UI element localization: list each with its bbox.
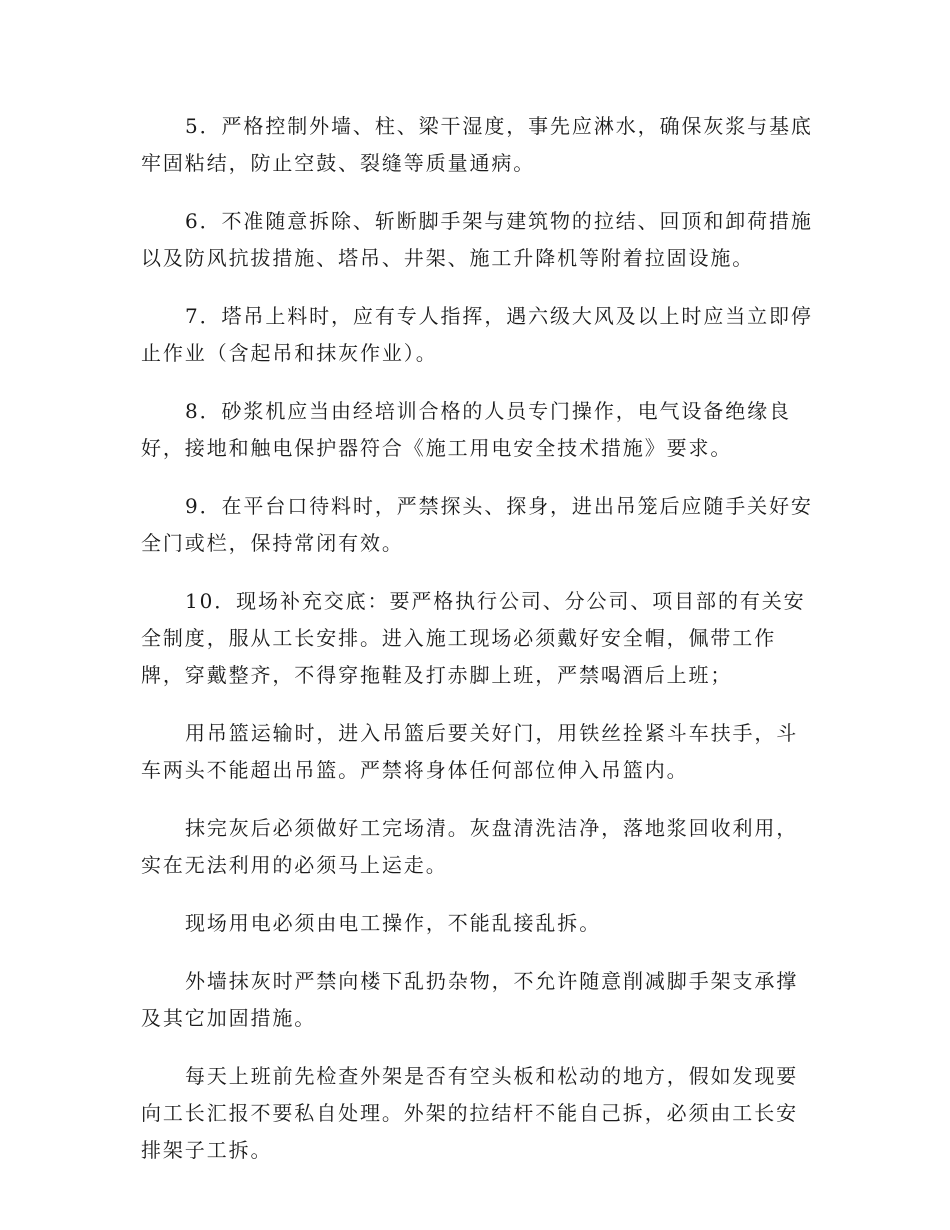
paragraph-item-10 xyxy=(141,583,813,694)
paragraph-site-cleanup xyxy=(141,810,813,884)
paragraph-line: 抹完灰后必须做好工完场清。灰盘清洗洁净，落地浆回收利用， xyxy=(185,816,799,840)
paragraph-line: 向工长汇报不要私自处理。外架的拉结杆不能自己拆，必须由工长安 xyxy=(141,1101,798,1125)
paragraph-exterior-plastering xyxy=(141,963,813,1037)
paragraph-line: 止作业（含起吊和抹灰作业）。 xyxy=(141,341,438,365)
paragraph-line: 用吊篮运输时，进入吊篮后要关好门，用铁丝拴紧斗车扶手，斗 xyxy=(185,721,799,745)
paragraph-electricity xyxy=(141,905,813,942)
paragraph-item-9 xyxy=(141,488,813,562)
paragraph-line: 6．不准随意拆除、斩断脚手架与建筑物的拉结、回顶和卸荷措施 xyxy=(185,209,813,233)
paragraph-line: 9．在平台口待料时，严禁探头、探身，进出吊笼后应随手关好安 xyxy=(185,494,813,518)
paragraph-line: 全门或栏，保持常闭有效。 xyxy=(141,531,404,555)
paragraph-line: 及其它加固措施。 xyxy=(141,1006,317,1030)
paragraph-item-6 xyxy=(141,203,813,277)
document-body xyxy=(141,108,813,1190)
paragraph-item-8 xyxy=(141,393,813,467)
paragraph-line: 8．砂浆机应当由经培训合格的人员专门操作，电气设备绝缘良 xyxy=(185,399,791,423)
paragraph-line: 以及防风抗拔措施、塔吊、井架、施工升降机等附着拉固设施。 xyxy=(141,246,755,270)
paragraph-daily-inspection xyxy=(141,1058,813,1169)
paragraph-basket-transport xyxy=(141,715,813,789)
paragraph-line: 全制度，服从工长安排。进入施工现场必须戴好安全帽，佩带工作 xyxy=(141,626,777,650)
paragraph-line: 车两头不能超出吊篮。严禁将身体任何部位伸入吊篮内。 xyxy=(141,758,689,782)
paragraph-item-5 xyxy=(141,108,813,182)
paragraph-line: 牌，穿戴整齐，不得穿拖鞋及打赤脚上班，严禁喝酒后上班； xyxy=(141,663,733,687)
paragraph-line: 10．现场补充交底：要严格执行公司、分公司、项目部的有关安 xyxy=(185,589,806,613)
paragraph-line: 外墙抹灰时严禁向楼下乱扔杂物，不允许随意削减脚手架支承撑 xyxy=(185,969,799,993)
paragraph-line: 实在无法利用的必须马上运走。 xyxy=(141,853,448,877)
paragraph-line: 现场用电必须由电工操作，不能乱接乱拆。 xyxy=(185,911,602,935)
paragraph-item-7 xyxy=(141,298,813,372)
paragraph-line: 牢固粘结，防止空鼓、裂缝等质量通病。 xyxy=(141,151,536,175)
paragraph-line: 5．严格控制外墙、柱、梁干湿度，事先应淋水，确保灰浆与基底 xyxy=(185,114,813,138)
paragraph-line: 7．塔吊上料时，应有专人指挥，遇六级大风及以上时应当立即停 xyxy=(185,304,813,328)
paragraph-line: 每天上班前先检查外架是否有空头板和松动的地方，假如发现要 xyxy=(185,1064,799,1088)
paragraph-line: 好，接地和触电保护器符合《施工用电安全技术措施》要求。 xyxy=(141,436,733,460)
paragraph-line: 排架子工拆。 xyxy=(141,1138,273,1162)
